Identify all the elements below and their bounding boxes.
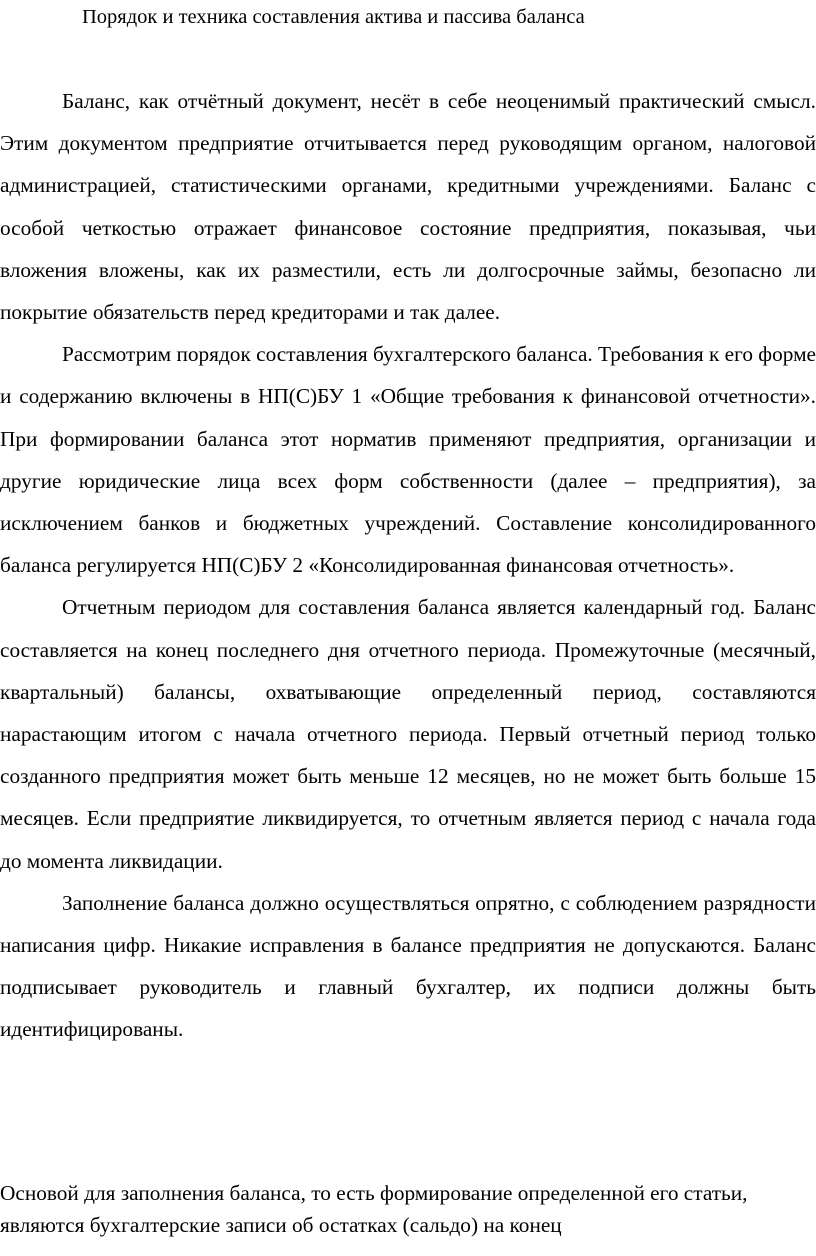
paragraph-filling-basis: Основой для заполнения баланса, то есть формирование определенной его статьи, являются бухгалтерские записи об остатках (сальдо) на конец (0, 1181, 748, 1237)
paragraph-reporting-period: Отчетным периодом для составления баланса является календарный год. Баланс составляется на конец последнего дня отчетного периода. Промежуточные (месячный, квартальный) балансы, охватывающие определенный период, составляются нарастающим итогом с начала отчетного периода. Первый отчетный период только созданного предприятия может быть меньше 12 месяцев, но не может быть больше 15 месяцев. Если предприятие ликвидируется, то отчетным является период с начала года до момента ликвидации. (0, 595, 816, 873)
paragraph-filling-rules: Заполнение баланса должно осуществляться опрятно, с соблюдением разрядности написания цифр. Никакие исправления в балансе предприятия не допускаются. Баланс подписывает руководитель и главный бухгалтер, их подписи должны быть идентифицированы. (0, 890, 816, 1042)
document-title: Порядок и техника составления актива и пассива баланса (82, 6, 585, 28)
paragraph-balance-requirements: Рассмотрим порядок составления бухгалтерского баланса. Требования к его форме и содержанию включены в НП(С)БУ 1 «Общие требования к финансовой отчетности». При формировании баланса этот норматив применяют предприятия, организации и другие юридические лица всех форм собственности (далее – предприятия), за исключением банков и бюджетных учреждений. Составление консолидированного баланса регулируется НП(С)БУ 2 «Консолидированная финансовая отчетность». (0, 342, 816, 578)
document-body (0, 80, 816, 1051)
paragraph-balance-meaning: Баланс, как отчётный документ, несёт в себе неоценимый практический смысл. Этим документом предприятие отчитывается перед руководящим органом, налоговой администрацией, статистическими органами, кредитными учреждениями. Баланс с особой четкостью отражает финансовое состояние предприятия, показывая, чьи вложения вложены, как их разместили, есть ли долгосрочные займы, безопасно ли покрытие обязательств перед кредиторами и так далее. (0, 89, 816, 325)
